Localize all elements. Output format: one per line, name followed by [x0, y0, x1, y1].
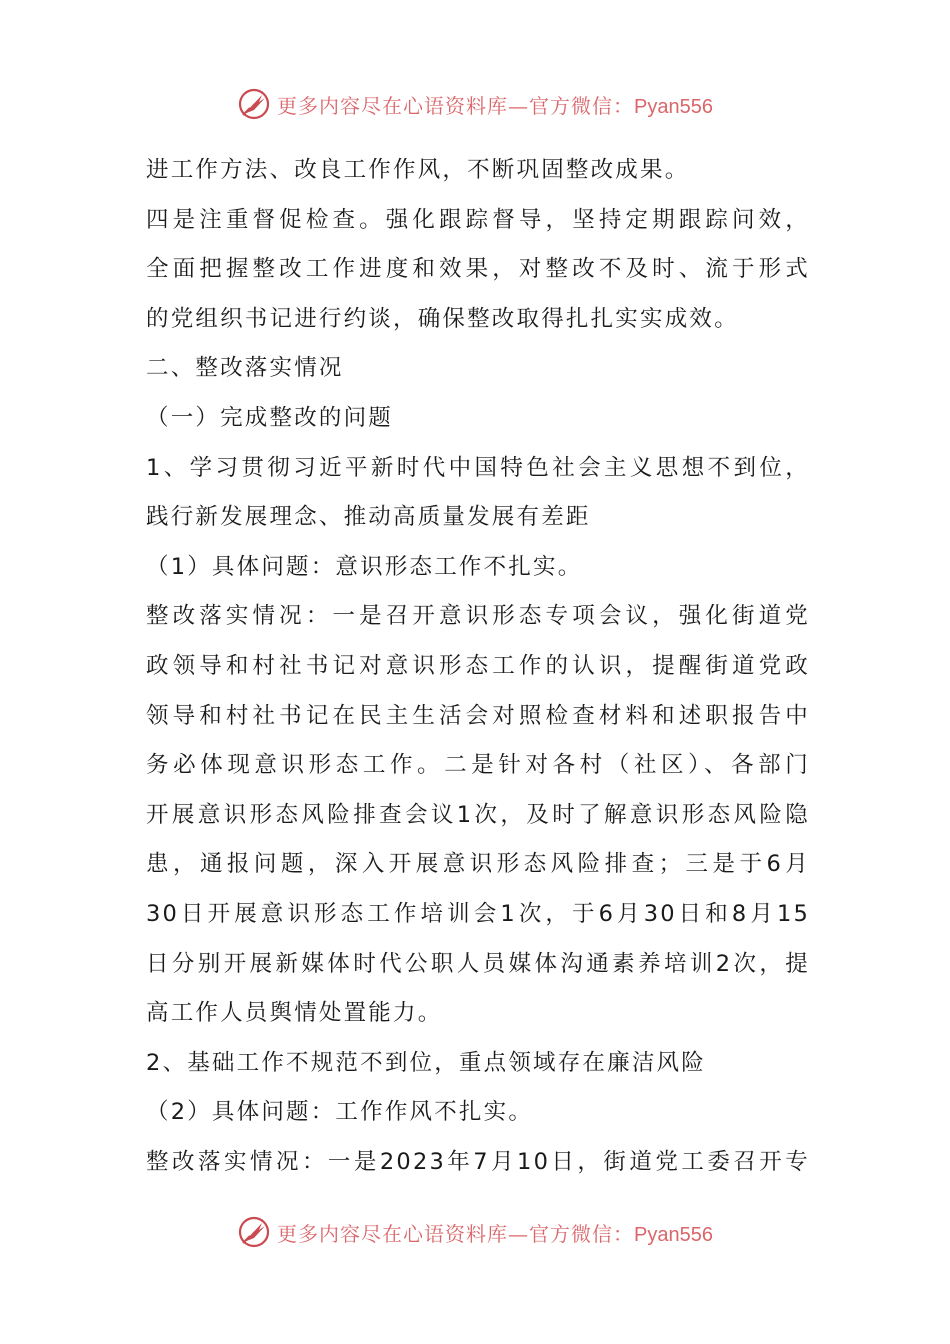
text-line: 整改落实情况：一是2023年7月10日，街道党工委召开专 [146, 1148, 810, 1175]
subsection-heading: （一）完成整改的问题 [146, 404, 394, 431]
section-heading: 二、整改落实情况 [146, 355, 344, 382]
text-line: 务必体现意识形态工作。二是针对各村（社区）、各部门 [146, 752, 810, 779]
quill-logo-icon [237, 1215, 271, 1249]
text-line: 2、基础工作不规范不到位，重点领域存在廉洁风险 [146, 1049, 706, 1076]
text-line: 1、学习贯彻习近平新时代中国特色社会主义思想不到位， [146, 454, 810, 481]
text-line: （2）具体问题：工作作风不扎实。 [146, 1099, 534, 1126]
watermark-banner-top [0, 84, 950, 124]
text-line: 践行新发展理念、推动高质量发展有差距 [146, 504, 591, 531]
document-body [146, 146, 810, 1187]
text-line: 30日开展意识形态工作培训会1次，于6月30日和8月15 [146, 900, 810, 927]
text-line: 开展意识形态风险排查会议1次，及时了解意识形态风险隐 [146, 801, 810, 828]
watermark-banner-bottom [0, 1212, 950, 1252]
text-line: 日分别开展新媒体时代公职人员媒体沟通素养培训2次，提 [146, 950, 810, 977]
text-line: 患，通报问题，深入开展意识形态风险排查；三是于6月 [146, 851, 810, 878]
watermark-text-bottom: 更多内容尽在心语资料库—官方微信：Pyan556 [277, 1221, 713, 1246]
text-line: （1）具体问题：意识形态工作不扎实。 [146, 553, 583, 580]
text-line: 整改落实情况：一是召开意识形态专项会议，强化街道党 [146, 603, 810, 630]
text-line: 的党组织书记进行约谈，确保整改取得扎扎实实成效。 [146, 305, 739, 332]
text-line: 高工作人员舆情处置能力。 [146, 1000, 443, 1027]
quill-logo-icon [237, 87, 271, 121]
text-line: 四是注重督促检查。强化跟踪督导，坚持定期跟踪问效， [146, 206, 810, 233]
watermark-text-top: 更多内容尽在心语资料库—官方微信：Pyan556 [277, 93, 713, 118]
text-line: 政领导和村社书记对意识形态工作的认识，提醒街道党政 [146, 652, 810, 679]
text-line: 全面把握整改工作进度和效果，对整改不及时、流于形式 [146, 256, 810, 283]
text-line: 领导和村社书记在民主生活会对照检查材料和述职报告中 [146, 702, 810, 729]
text-line: 进工作方法、改良工作作风，不断巩固整改成果。 [146, 157, 690, 183]
